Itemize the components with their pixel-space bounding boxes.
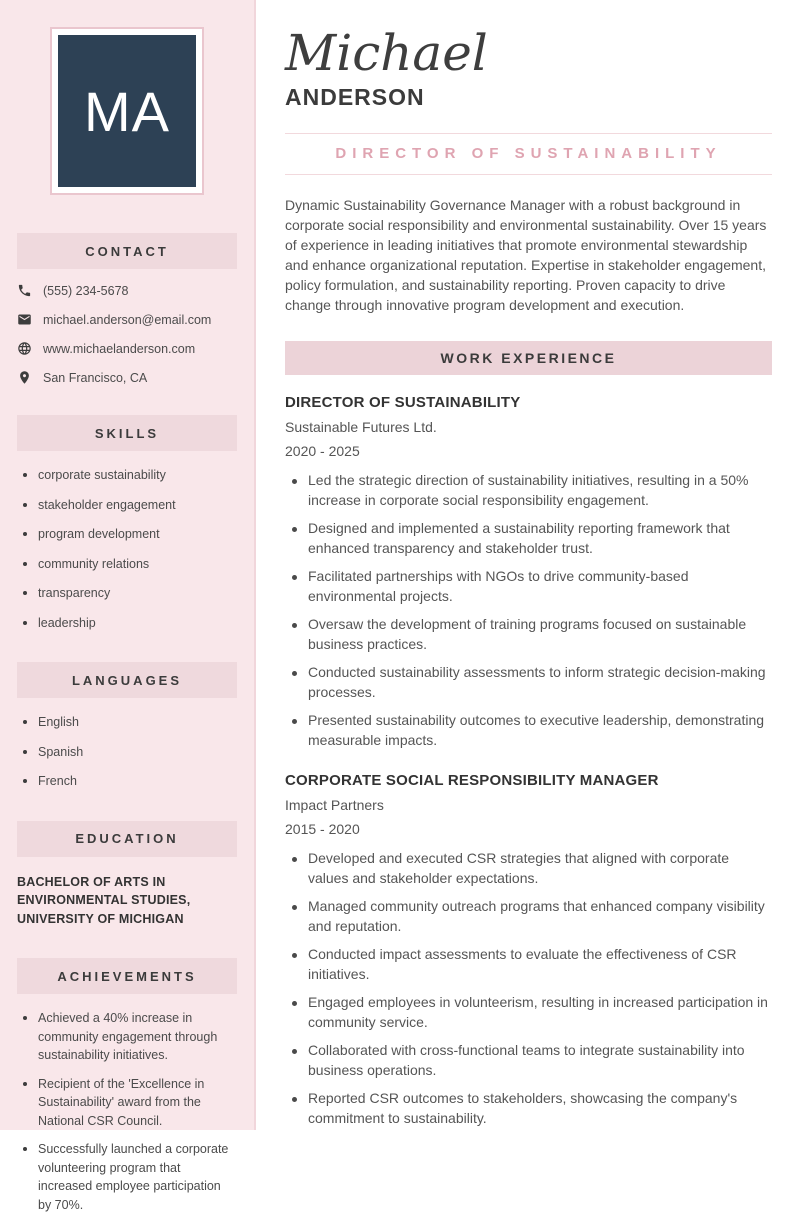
achievement-item: Recipient of the 'Excellence in Sustainability' award from the National CSR Council. bbox=[21, 1075, 237, 1131]
skill-item: program development bbox=[21, 525, 237, 544]
achievements-section-heading bbox=[17, 958, 237, 994]
job-dates: 2015 - 2020 bbox=[285, 821, 360, 837]
skill-item: leadership bbox=[21, 614, 237, 633]
job-company: Impact Partners bbox=[285, 797, 384, 813]
last-name: ANDERSON bbox=[285, 84, 425, 110]
work-experience-heading-label: WORK EXPERIENCE bbox=[440, 350, 617, 366]
language-item: French bbox=[21, 772, 237, 791]
job-title-banner bbox=[285, 133, 772, 175]
achievement-item: Achieved a 40% increase in community engagement through sustainability initiatives. bbox=[21, 1009, 237, 1065]
job-bullet: Led the strategic direction of sustainability initiatives, resulting in a 50% increase in corporate social responsibility engagement. bbox=[289, 471, 772, 510]
main-content bbox=[256, 0, 800, 1130]
job-title: DIRECTOR OF SUSTAINABILITY bbox=[285, 394, 521, 411]
job-bullet: Reported CSR outcomes to stakeholders, showcasing the company's commitment to sustainability. bbox=[289, 1089, 772, 1128]
contact-item-email bbox=[17, 312, 237, 327]
education-degree: BACHELOR OF ARTS IN ENVIRONMENTAL STUDIES, UNIVERSITY OF MICHIGAN bbox=[17, 874, 191, 926]
contact-section-heading bbox=[17, 233, 237, 269]
job-entry-csr-manager bbox=[285, 772, 772, 1128]
monogram: MA bbox=[84, 79, 170, 143]
education-heading-label: EDUCATION bbox=[75, 831, 179, 846]
contact-item-website bbox=[17, 341, 237, 356]
email-icon bbox=[17, 312, 32, 327]
languages-section-heading bbox=[17, 662, 237, 698]
contact-item-phone bbox=[17, 283, 237, 298]
profile-photo bbox=[58, 35, 196, 187]
job-bullet: Facilitated partnerships with NGOs to drive community-based environmental projects. bbox=[289, 567, 772, 606]
sidebar bbox=[0, 0, 256, 1212]
job-bullet: Conducted sustainability assessments to inform strategic decision-making processes. bbox=[289, 663, 772, 702]
contact-heading-label: CONTACT bbox=[85, 243, 169, 259]
profile-photo-frame bbox=[50, 27, 204, 195]
skills-list bbox=[17, 466, 237, 632]
job-bullet: Designed and implemented a sustainability reporting framework that enhanced transparency and stakeholder trust. bbox=[289, 519, 772, 558]
job-bullet: Presented sustainability outcomes to executive leadership, demonstrating measurable impacts. bbox=[289, 711, 772, 750]
first-name: Michael bbox=[285, 24, 488, 82]
skills-heading-label: SKILLS bbox=[94, 425, 160, 441]
job-entry-director-of-sustainability bbox=[285, 394, 772, 750]
profile-summary: Dynamic Sustainability Governance Manager with a robust background in corporate social responsibility and environmental sustainability. Over 15 years of experience in leading initiatives that promote environmental stewardship and enhance organizational reputation. Expertise in stakeholder engagement, policy formulation, and sustainability reporting. Proven capacity to drive change through innovative program development and execution. bbox=[285, 197, 767, 313]
skill-item: corporate sustainability bbox=[21, 466, 237, 485]
education-section-heading bbox=[17, 821, 237, 857]
location-icon bbox=[17, 370, 32, 385]
job-title: CORPORATE SOCIAL RESPONSIBILITY MANAGER bbox=[285, 772, 659, 789]
job-dates: 2020 - 2025 bbox=[285, 443, 360, 459]
job-bullet: Engaged employees in volunteerism, resulting in increased participation in community service. bbox=[289, 993, 772, 1032]
language-item: Spanish bbox=[21, 743, 237, 762]
languages-heading-label: LANGUAGES bbox=[71, 672, 183, 688]
website-url: www.michaelanderson.com bbox=[43, 341, 196, 356]
skill-item: community relations bbox=[21, 555, 237, 574]
location-text: San Francisco, CA bbox=[43, 370, 148, 385]
job-bullet: Developed and executed CSR strategies that aligned with corporate values and stakeholder expectations. bbox=[289, 849, 772, 888]
contact-item-location bbox=[17, 370, 237, 385]
email-address: michael.anderson@email.com bbox=[43, 312, 212, 327]
achievement-item: Successfully launched a corporate volunteering program that increased employee participation by 70%. bbox=[21, 1140, 237, 1214]
achievements-heading-label: ACHIEVEMENTS bbox=[57, 968, 197, 984]
language-item: English bbox=[21, 713, 237, 732]
phone-number: (555) 234-5678 bbox=[43, 283, 129, 298]
globe-icon bbox=[17, 341, 32, 356]
contact-list bbox=[17, 283, 237, 385]
achievements-list bbox=[17, 1009, 237, 1214]
job-bullet: Collaborated with cross-functional teams to integrate sustainability into business operations. bbox=[289, 1041, 772, 1080]
job-company: Sustainable Futures Ltd. bbox=[285, 419, 437, 435]
job-bullet-list bbox=[285, 471, 772, 750]
work-experience-heading bbox=[285, 341, 772, 375]
languages-list bbox=[17, 713, 237, 791]
skill-item: stakeholder engagement bbox=[21, 496, 237, 515]
job-bullet: Managed community outreach programs that enhanced company visibility and reputation. bbox=[289, 897, 772, 936]
job-bullet-list bbox=[285, 849, 772, 1128]
job-bullet: Conducted impact assessments to evaluate the effectiveness of CSR initiatives. bbox=[289, 945, 772, 984]
job-bullet: Oversaw the development of training programs focused on sustainable business practices. bbox=[289, 615, 772, 654]
skills-section-heading bbox=[17, 415, 237, 451]
job-title-text: DIRECTOR OF SUSTAINABILITY bbox=[335, 145, 722, 162]
skill-item: transparency bbox=[21, 584, 237, 603]
phone-icon bbox=[17, 283, 32, 298]
